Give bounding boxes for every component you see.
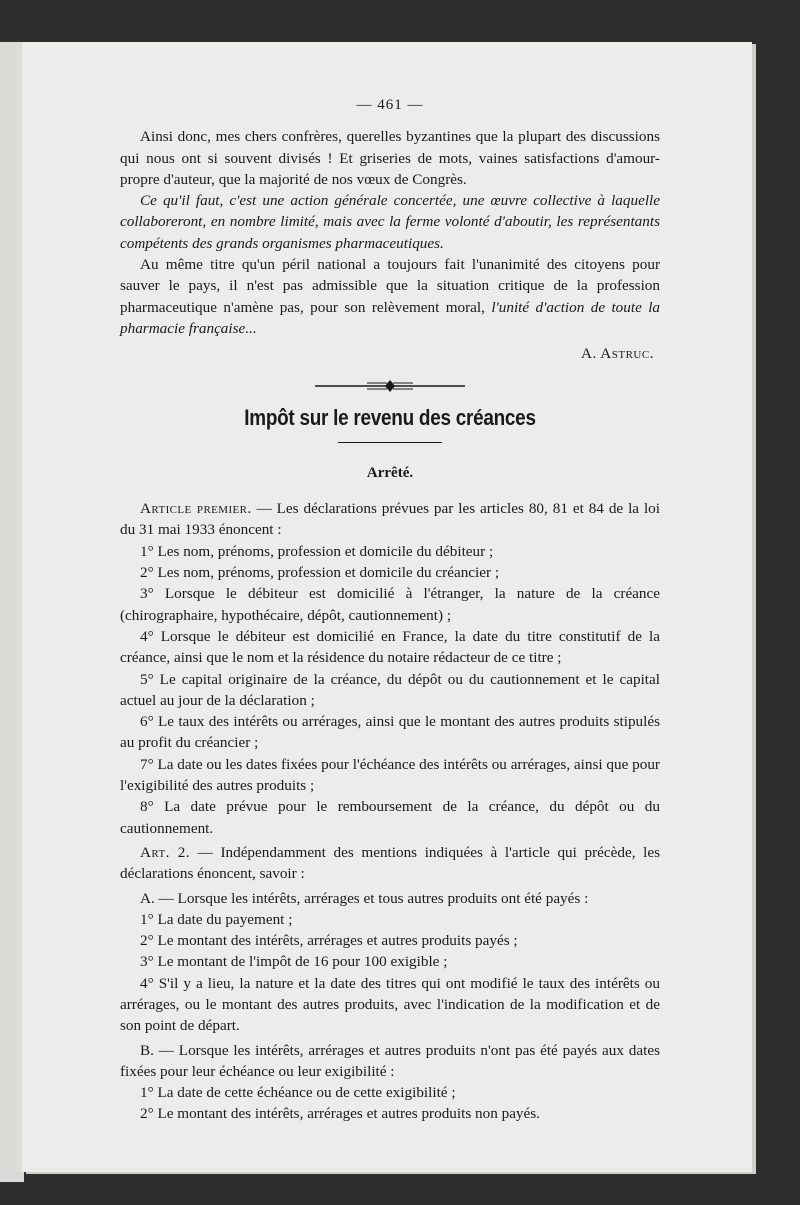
article-1-item: 2° Les nom, prénoms, profession et domicile du créancier ; [140,564,500,582]
article-1-item: 4° Lorsque le débiteur est domicilié en France, la date du titre constitutif de la créance, ainsi que le nom et la résidence du notaire rédacteur de ce titre ; [120,627,660,667]
article-1-item: 5° Le capital originaire de la créance, du dépôt ou du cautionnement et le capital actuel au jour de la déclaration ; [120,670,660,709]
article-2 [120,842,660,885]
section-b-item: 2° Le montant des intérêts, arrérages et autres produits non payés. [140,1105,540,1123]
article-2-label: Art. 2. [140,843,190,861]
peril-paragraph [120,254,660,339]
subheading: Arrêté. [366,464,414,481]
intro-paragraph: Ainsi donc, mes chers confrères, querelles byzantines que la plupart des discussions qui nous ont si souvent divisés ! Et griseries de mots, vaines satisfactions d'amour-propre d'auteur, que la majorité de nos vœux de Congrès. [120,128,660,188]
signature: A. Astruc. [581,345,654,363]
page-edge [0,42,24,1182]
section-b-item: 1° La date de cette échéance ou de cette exigibilité ; [140,1084,456,1102]
section-a-item: 3° Le montant de l'impôt de 16 pour 100 exigible ; [140,953,448,971]
section-heading: Impôt sur le revenu des créances [244,404,536,430]
peril-italic-text: l'unité d'action de toute la pharmacie française... [120,298,661,337]
heading-rule [338,442,442,443]
page-content [120,95,660,1125]
ornament-divider-icon [315,379,465,393]
section-a-item: 4° S'il y a lieu, la nature et la date des titres qui ont modifié le taux des intérêts ou arrérages, ou le montant des autres produits, avec l'indication de la modification et de son point de départ. [120,974,660,1035]
article-1-item: 3° Lorsque le débiteur est domicilié à l'étranger, la nature de la créance (chirographaire, hypothécaire, dépôt, cautionnement) ; [120,585,660,624]
article-1-label: Article premier. [140,500,252,518]
section-a-item: 2° Le montant des intérêts, arrérages et autres produits payés ; [140,932,518,950]
article-1-item: 6° Le taux des intérêts ou arrérages, ainsi que le montant des autres produits stipulés au profit du créancier ; [120,713,660,752]
article-2-section-b: B. — Lorsque les intérêts, arrérages et autres produits n'ont pas été payés aux dates fixées pour leur échéance ou leur exigibilité : [120,1041,660,1080]
article-1-item: 7° La date ou les dates fixées pour l'échéance des intérêts ou arrérages, ainsi que pour l'exigibilité des autres produits ; [120,755,660,795]
article-1-item: 8° La date prévue pour le remboursement de la créance, du dépôt ou du cautionnement. [120,798,660,837]
page-number: — 461 — [356,97,424,113]
article-2-text: — Indépendamment des mentions indiquées à l'article qui précède, les déclarations énoncent, savoir : [120,843,660,883]
article-2-section-a: A. — Lorsque les intérêts, arrérages et tous autres produits ont été payés : [140,889,589,907]
article-1-item: 1° Les nom, prénoms, profession et domicile du débiteur ; [140,542,494,560]
article-1 [120,498,660,541]
intro-italic-paragraph: Ce qu'il faut, c'est une action générale concertée, une œuvre collective à laquelle collaboreront, en nombre limité, mais avec la ferme volonté d'aboutir, les représentants compétents des grands organismes pharmaceutiques. [120,192,660,252]
article-1-text: — Les déclarations prévues par les articles 80, 81 et 84 de la loi du 31 mai 1933 énoncent : [120,500,660,539]
section-a-item: 1° La date du payement ; [140,910,293,928]
peril-text: Au même titre qu'un péril national a toujours fait l'unanimité des citoyens pour sauver le pays, il n'est pas admissible que la situation critique de la profession pharmaceutique n'amène pas, pour son relèvement moral, [120,256,660,316]
